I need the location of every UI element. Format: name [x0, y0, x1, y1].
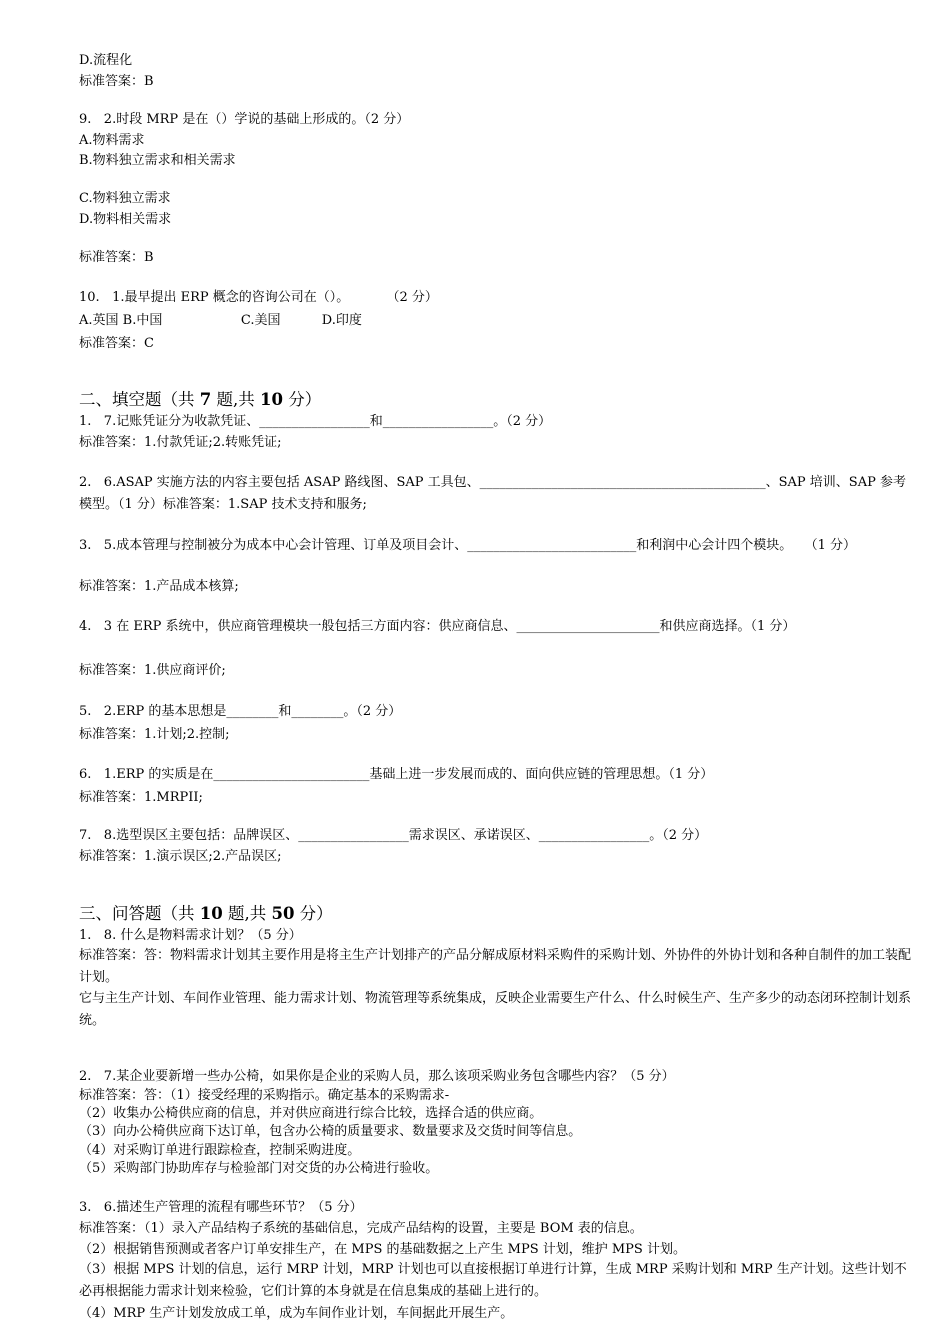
heading-text: 二、填空题（共 — [79, 390, 200, 409]
fill-question-1: 1. 7.记账凭证分为收款凭证、_________________和_________________。（2 分） — [79, 414, 552, 429]
qa-answer-3-line-4: （4）MRP 生产计划发放成工单，成为车间作业计划，车间据此开展生产。 — [79, 1306, 514, 1321]
heading-score: 50 — [271, 904, 295, 923]
q10-options: A.英国 B.中国 C.美国 D.印度 — [79, 313, 362, 328]
fill-answer-6: 标准答案：1.MRPII; — [79, 790, 203, 805]
fill-question-5: 5. 2.ERP 的基本思想是________和________。（2 分） — [79, 704, 402, 719]
fill-question-2: 2. 6.ASAP 实施方法的内容主要包括 ASAP 路线图、SAP 工具包、____________________________________________、SAP 培训、SAP 参考模型。（1 分）标准答案：1.SAP 技术支持和服务; — [79, 475, 906, 512]
qa-question-3: 3. 6.描述生产管理的流程有哪些环节？（5 分） — [79, 1200, 363, 1215]
q9-option-b: B.物料独立需求和相关需求 — [79, 153, 236, 168]
fill-question-4: 4. 3 在 ERP 系统中，供应商管理模块一般包括三方面内容：供应商信息、______________________和供应商选择。（1 分） — [79, 619, 796, 634]
question-10: 10. 1.最早提出 ERP 概念的咨询公司在（）。 （2 分） — [79, 290, 438, 305]
heading-text: 分） — [294, 904, 333, 923]
qa-answer-2-line-1: 标准答案：答：（1）接受经理的采购指示。确定基本的采购需求- — [79, 1088, 450, 1103]
qa-answer-2-line-4: （4）对采购订单进行跟踪检查，控制采购进度。 — [79, 1143, 361, 1158]
heading-text: 分） — [282, 390, 322, 409]
heading-text: 题,共 — [222, 904, 272, 923]
qa-answer-3-line-2: （2）根据销售预测或者客户订单安排生产，在 MPS 的基础数据之上产生 MPS 计划，维护 MPS 计划。 — [79, 1242, 686, 1257]
qa-answer-2-line-5: （5）采购部门协助库存与检验部门对交货的办公椅进行验收。 — [79, 1161, 439, 1176]
qa-answer-1-part-1: 标准答案：答：物料需求计划其主要作用是将主生产计划排产的产品分解成原材料采购件的采购计划、外协件的外协计划和各种自制件的加工装配计划。 — [79, 948, 912, 985]
heading-count: 10 — [199, 904, 223, 923]
qa-question-2: 2. 7.某企业要新增一些办公椅，如果你是企业的采购人员，那么该项采购业务包含哪些内容？（5 分） — [79, 1069, 675, 1084]
fill-question-7: 7. 8.选型误区主要包括：品牌误区、_________________需求误区、承诺误区、_________________。（2 分） — [79, 828, 708, 843]
heading-text: 三、问答题（共 — [79, 904, 200, 923]
q9-answer: 标准答案：B — [79, 250, 154, 265]
qa-answer-1-part-2: 它与主生产计划、车间作业管理、能力需求计划、物流管理等系统集成，反映企业需要生产什么、什么时候生产、生产多少的动态闭环控制计划系统。 — [79, 991, 912, 1028]
q10-answer: 标准答案：C — [79, 336, 154, 351]
qa-answer-3-line-1: 标准答案：（1）录入产品结构子系统的基础信息，完成产品结构的设置，主要是 BOM 表的信息。 — [79, 1221, 643, 1236]
answer-prev: 标准答案：B — [79, 74, 154, 89]
fill-answer-7: 标准答案：1.演示误区;2.产品误区; — [79, 849, 282, 864]
qa-answer-3-line-3: （3）根据 MPS 计划的信息，运行 MRP 计划，MRP 计划也可以直接根据订单进行计算，生成 MRP 采购计划和 MRP 生产计划。这些计划不必再根据能力需求计划来检验，它们计算的本身就是在信息集成的基础上进行的。 — [79, 1262, 907, 1299]
q9-option-d: D.物料相关需求 — [79, 212, 172, 227]
q9-option-c: C.物料独立需求 — [79, 191, 171, 206]
qa-answer-2-line-2: （2）收集办公椅供应商的信息，并对供应商进行综合比较，选择合适的供应商。 — [79, 1106, 543, 1121]
section-heading-fill — [79, 390, 321, 410]
heading-score: 10 — [259, 390, 283, 409]
qa-answer-2-line-3: （3）向办公椅供应商下达订单，包含办公椅的质量要求、数量要求及交货时间等信息。 — [79, 1124, 582, 1139]
question-9: 9. 2.时段 MRP 是在（）学说的基础上形成的。（2 分） — [79, 112, 410, 127]
heading-count: 7 — [199, 390, 212, 409]
fill-answer-4: 标准答案：1.供应商评价; — [79, 663, 226, 678]
qa-question-1: 1. 8. 什么是物料需求计划？（5 分） — [79, 928, 302, 943]
fill-question-6: 6. 1.ERP 的实质是在________________________基础上进一步发展而成的、面向供应链的管理思想。（1 分） — [79, 767, 714, 782]
section-heading-qa — [79, 904, 333, 924]
heading-text: 题,共 — [211, 390, 260, 409]
fill-answer-1: 标准答案：1.付款凭证;2.转账凭证; — [79, 435, 282, 450]
fill-answer-5: 标准答案：1.计划;2.控制; — [79, 727, 230, 742]
option-d-prev: D.流程化 — [79, 53, 133, 68]
fill-answer-3: 标准答案：1.产品成本核算; — [79, 579, 239, 594]
fill-question-3: 3. 5.成本管理与控制被分为成本中心会计管理、订单及项目会计、__________________________和利润中心会计四个模块。 （1 分） — [79, 538, 857, 553]
q9-option-a: A.物料需求 — [79, 133, 145, 148]
